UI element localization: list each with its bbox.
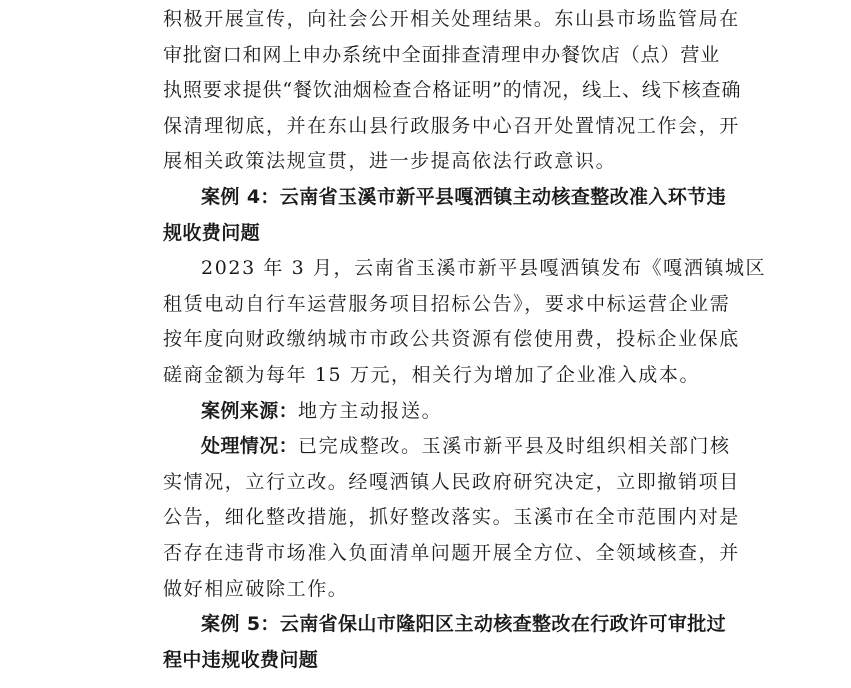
case-source-line (163, 394, 703, 430)
case-4-body-line: 按年度向财政缴纳城市市政公共资源有偿使用费，投标企业保底 (163, 328, 740, 351)
handling-line: 做好相应破除工作。 (163, 577, 349, 600)
handling-text: 已完成整改。玉溪市新平县及时组织相关部门核 (298, 435, 731, 458)
case-5-heading-cont: 程中违规收费问题 (163, 648, 319, 671)
case-source-label: 案例来源： (201, 399, 299, 422)
handling-line (163, 429, 731, 465)
handling-line: 否存在违背市场准入负面清单问题开展全方位、全领域核查，并 (163, 541, 740, 564)
case-4-body-line: 2023 年 3 月，云南省玉溪市新平县嘎洒镇发布《嘎洒镇城区 (201, 257, 767, 280)
paragraph-line: 执照要求提供“餐饮油烟检查合格证明”的情况，线上、线下核查确 (163, 79, 742, 102)
handling-label: 处理情况： (201, 435, 299, 458)
case-4-body-line: 磋商金额为每年 15 万元，相关行为增加了企业准入成本。 (163, 363, 701, 386)
handling-line: 实情况，立行立改。经嘎洒镇人民政府研究决定，立即撤销项目 (163, 470, 740, 493)
paragraph-line: 保清理彻底，并在东山县行政服务中心召开处置情况工作会，开 (163, 114, 740, 137)
case-4-body-line: 租赁电动自行车运营服务项目招标公告》，要求中标运营企业需 (163, 292, 731, 315)
paragraph-line: 展相关政策法规宣贯，进一步提高依法行政意识。 (163, 150, 617, 173)
paragraph-line: 审批窗口和网上申办系统中全面排查清理申办餐饮店（点）营业 (163, 43, 721, 66)
case-5-heading: 案例 5：云南省保山市隆阳区主动核查整改在行政许可审批过 (201, 613, 727, 636)
handling-line: 公告，细化整改措施，抓好整改落实。玉溪市在全市范围内对是 (163, 506, 740, 529)
case-source-text: 地方主动报送。 (298, 399, 443, 422)
case-4-heading: 案例 4：云南省玉溪市新平县嘎洒镇主动核查整改准入环节违 (201, 185, 727, 208)
paragraph-line: 积极开展宣传，向社会公开相关处理结果。东山县市场监管局在 (163, 8, 740, 30)
case-4-heading-cont: 规收费问题 (163, 221, 261, 244)
document-page (163, 0, 767, 678)
